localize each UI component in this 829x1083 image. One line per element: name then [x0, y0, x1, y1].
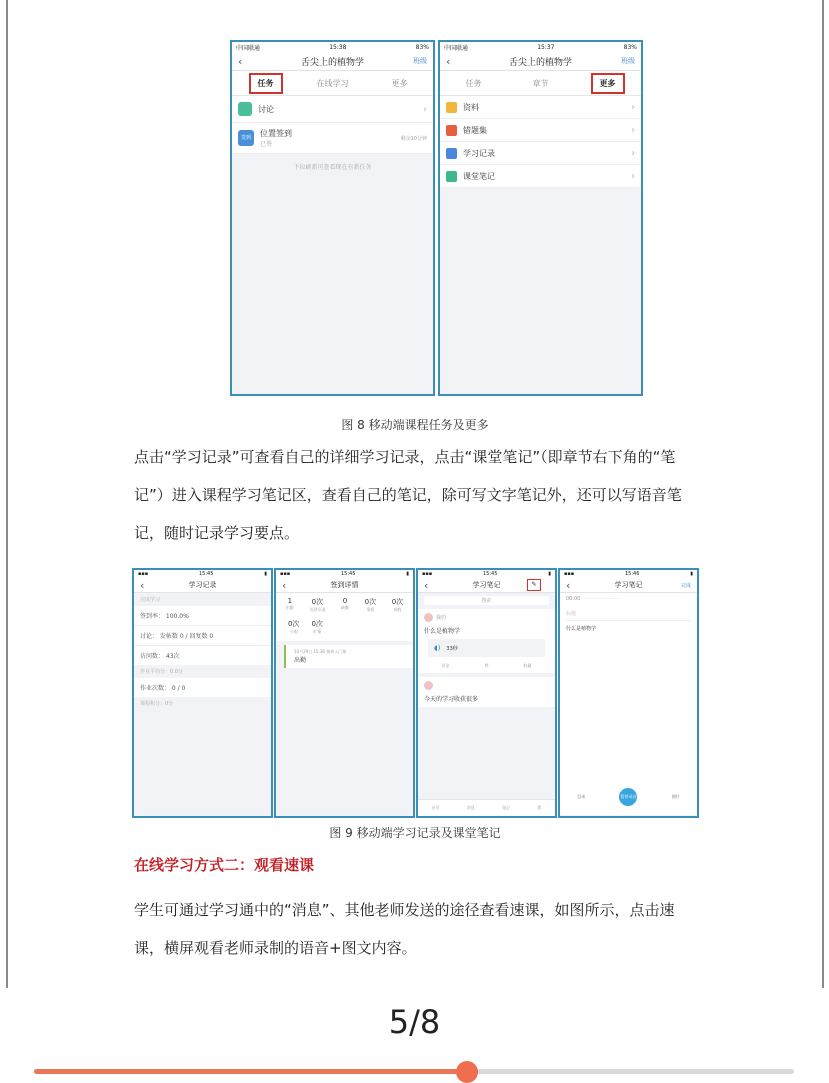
task-label: 位置签到: [260, 129, 292, 138]
paragraph-2: 学生可通过学习通中的“消息”、其他老师发送的途径查看速课，如图所示，点击速课，横屏观看老师录制的语音+图文内容。: [134, 901, 675, 957]
note-text: 今天的学习收获很多: [424, 696, 479, 703]
phone-screenshot-notes-list: [416, 568, 557, 818]
battery-label: 83%: [415, 43, 429, 51]
record-status: 出勤: [294, 657, 307, 664]
title-field: 标题: [566, 607, 691, 621]
tab-messages: 消息: [466, 805, 475, 810]
folder-icon: [446, 102, 457, 113]
more-label: 课堂笔记: [463, 171, 495, 181]
avatar: [424, 681, 433, 690]
time-label: 15:37: [537, 43, 555, 51]
phone-tabs: [232, 71, 433, 96]
status-bar: ▪▪▪ 15:45 ▮: [134, 570, 271, 578]
favorite-action: 收藏: [523, 663, 532, 668]
class-link: 班级: [413, 57, 427, 65]
stat-value: 0次: [311, 620, 323, 628]
audio-clip: [428, 639, 545, 657]
tab-tasks: 任务: [465, 78, 482, 88]
stat-label: 病假: [393, 607, 402, 612]
back-icon: ‹: [282, 578, 287, 592]
back-icon: ‹: [446, 54, 451, 68]
stat-value: 0次: [364, 598, 377, 606]
tab-chapters: 章节: [532, 78, 549, 88]
phone-navbar: [440, 52, 641, 71]
record-row: 讨论： 发帖数 0 / 回复数 0: [134, 626, 271, 646]
time-label: 15:45: [482, 571, 498, 577]
phone-tabs: [440, 71, 641, 96]
figure-8-caption: 图 8 移动端课程任务及更多: [341, 418, 489, 432]
refresh-hint: 下拉刷新可查看现在有新任务: [293, 164, 372, 171]
note-content: 什么是植物学: [566, 626, 597, 632]
notes-icon: [446, 171, 457, 182]
edit-icon: ✎: [527, 579, 541, 591]
time-label: 15:45: [340, 571, 356, 577]
chevron-right-icon: ›: [631, 170, 635, 182]
record-row: 作业次数： 0 / 0: [134, 678, 271, 697]
chevron-right-icon: ›: [423, 103, 427, 115]
checkin-icon: 签到: [238, 130, 254, 146]
course-title: 舌尖上的植物学: [300, 57, 364, 68]
record-time: 10月29日 15:36 签到入门课: [294, 649, 347, 654]
stat-label: 缺勤: [341, 605, 350, 610]
more-label: 学习记录: [463, 148, 495, 158]
search-input: 搜索: [424, 596, 549, 605]
status-bar: [232, 42, 433, 52]
error-book-icon: [446, 125, 457, 136]
phone-screenshot-learning-record: [132, 568, 273, 818]
stat-label: 迟到早退: [309, 607, 326, 612]
note-user: 我的: [436, 615, 447, 621]
chevron-right-icon: ›: [631, 101, 635, 113]
tab-home: 首页: [431, 805, 440, 810]
stat-value: 0: [342, 597, 348, 605]
phone-navbar: [276, 578, 413, 593]
stat-value: 1: [287, 597, 293, 605]
more-row-learning-record: [440, 142, 641, 165]
tab-tasks: [232, 73, 299, 94]
battery-label: 83%: [623, 43, 637, 51]
editor-toolbar: [560, 788, 697, 806]
stat-label: 公假: [289, 629, 298, 634]
discussion-icon: [238, 102, 252, 116]
audio-length: 33秒: [446, 645, 458, 652]
record-icon: [446, 148, 457, 159]
back-icon: ‹: [238, 54, 243, 68]
section-label: 完成学习: [140, 597, 161, 603]
page-indicator: 5/8: [388, 1003, 441, 1041]
highlight-box: 任务: [249, 73, 283, 94]
figure-9-caption: 图 9 移动端学习记录及课堂笔记: [329, 826, 501, 840]
audio-icon: ◖): [434, 644, 441, 652]
more-label: 错题集: [463, 125, 487, 135]
record-row: 签到率： 100.0%: [134, 606, 271, 626]
task-row-discussion: [232, 96, 433, 123]
section-label: 作业平均分：0.0分: [140, 669, 183, 675]
more-row-wrong-questions: [440, 119, 641, 142]
like-action: 赞: [484, 663, 489, 668]
record-button: 暂停录音: [619, 788, 637, 806]
tab-more: 更多: [391, 78, 408, 88]
phone-navbar: [418, 578, 555, 593]
checkin-record: [284, 645, 413, 668]
time-label: 15:45: [198, 571, 214, 577]
stat-value: 0次: [311, 598, 324, 606]
audio-time: 00:00: [566, 596, 581, 602]
stat-value: 0次: [391, 598, 404, 606]
stat-label: 出勤: [285, 605, 294, 610]
bottom-tabbar: [418, 799, 555, 816]
tab-online-learning: 在线学习: [316, 78, 349, 88]
record-row: 访问数： 43次: [140, 653, 180, 660]
task-row-checkin: [232, 123, 433, 154]
screen-title: 学习笔记: [472, 581, 501, 589]
screen-title: 学习记录: [188, 581, 217, 589]
tab-more: [574, 73, 641, 94]
phone-screenshot-note-editor: [558, 568, 699, 818]
chevron-right-icon: ›: [631, 147, 635, 159]
screen-title: 学习笔记: [614, 581, 643, 589]
comment-action: 评论: [441, 663, 450, 668]
chevron-right-icon: ›: [631, 124, 635, 136]
slider-fill: [34, 1069, 467, 1074]
phone-navbar: [134, 578, 271, 593]
time-label: 15:38: [329, 43, 347, 51]
note-card: [418, 609, 555, 673]
stat-label: 事假: [366, 607, 375, 612]
phone-navbar: [560, 578, 697, 593]
tab-notes: 笔记: [502, 805, 511, 810]
status-bar: ▪▪▪ 15:45 ▮: [418, 570, 555, 578]
catalog-button: 目录: [577, 794, 586, 799]
tab-me: 我: [537, 805, 542, 810]
highlight-box: 更多: [591, 73, 625, 94]
stat-label: 旷课: [313, 629, 322, 634]
more-row-materials: [440, 96, 641, 119]
task-meta: 剩余10分钟: [400, 135, 427, 142]
more-label: 资料: [463, 102, 479, 112]
document-page: [6, 0, 824, 988]
note-card: [418, 677, 555, 707]
carrier-label: 中国联通: [236, 44, 261, 52]
task-status: 已签: [260, 141, 273, 148]
paragraph-1: 点击“学习记录”可查看自己的详细学习记录，点击“课堂笔记”（即章节右下角的“笔记”）进入课程学习笔记区，查看自己的笔记，除可写文字笔记外，还可以写语音笔记，随时记录学习要点。: [134, 448, 682, 542]
class-link: 班级: [621, 57, 635, 65]
page-slider[interactable]: [34, 1069, 794, 1074]
more-row-class-notes: [440, 165, 641, 188]
stat-value: 0次: [288, 620, 300, 628]
section-label: 课程积分：0分: [140, 701, 174, 707]
section-heading: 在线学习方式二：观看速课: [134, 856, 315, 874]
note-text: 什么是植物学: [424, 628, 461, 635]
phone-navbar: [232, 52, 433, 71]
time-label: 15:46: [624, 571, 640, 577]
image-button: 图片: [671, 794, 680, 799]
phone-screenshot-more: [438, 40, 643, 396]
note-actions: [424, 661, 549, 669]
back-icon: ‹: [424, 578, 429, 592]
phone-screenshot-tasks: [230, 40, 435, 396]
done-link: 完成: [680, 582, 691, 589]
stats-row: [278, 597, 411, 613]
stats-row: [278, 613, 411, 637]
back-icon: ‹: [140, 578, 145, 592]
task-label: 讨论: [258, 104, 274, 114]
course-title: 舌尖上的植物学: [508, 57, 572, 68]
status-bar: ▪▪▪ 15:46 ▮: [560, 570, 697, 578]
audio-timeline: 00:00 ·······················: [560, 593, 697, 605]
screen-title: 签到详情: [330, 581, 359, 589]
status-bar: [440, 42, 641, 52]
status-bar: ▪▪▪ 15:45 ▮: [276, 570, 413, 578]
back-icon: ‹: [566, 578, 571, 592]
carrier-label: 中国联通: [444, 44, 469, 52]
phone-screenshot-checkin-detail: [274, 568, 415, 818]
avatar: [424, 613, 433, 622]
